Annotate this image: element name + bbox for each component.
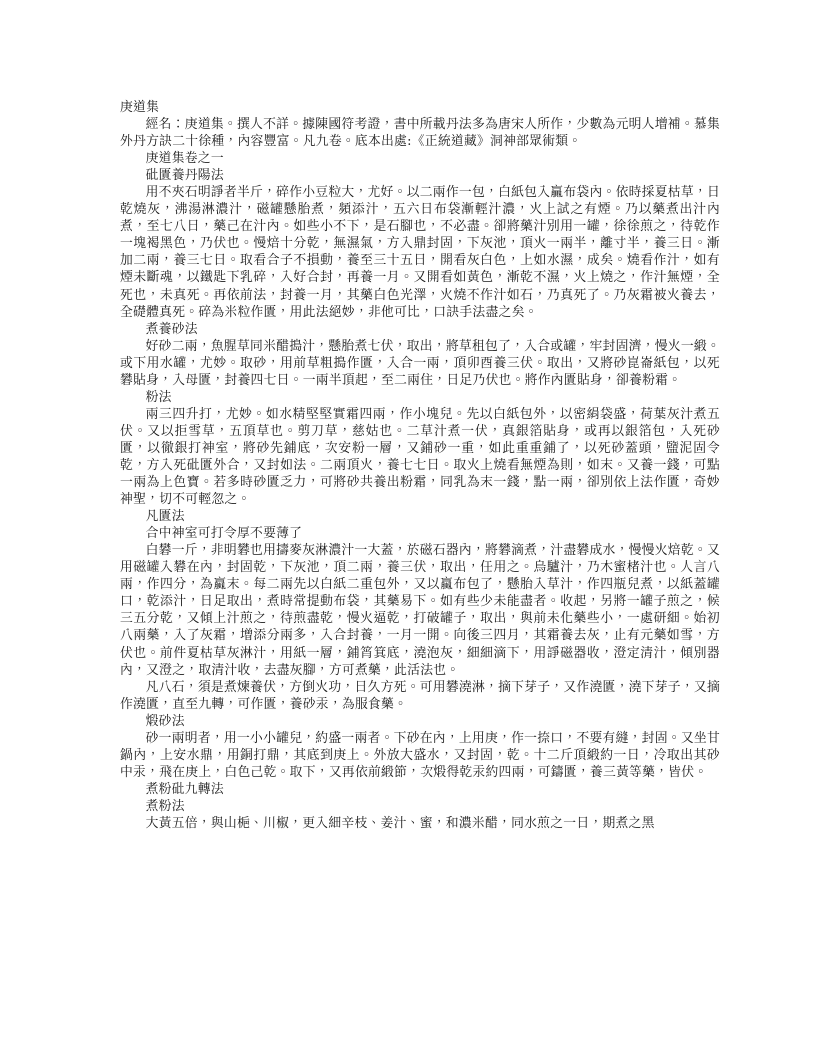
section-heading-zhu-fen-pi-jiu-zhuan-fa: 煮粉砒九轉法 — [145, 781, 224, 797]
section-heading-duan-sha-fa: 煅砂法 — [145, 713, 185, 729]
section-heading-pi-kui-yang-dan-yang-fa: 砒匱養丹陽法 — [145, 168, 224, 184]
paragraph-zhu-fen-fa: 大黃五倍，與山梔、川椒，更入細辛枝、姜汁、蜜，和濃米醋，同水煎之一日，期煮之黑 — [145, 815, 655, 831]
section-heading-zhu-fen-fa: 煮粉法 — [145, 798, 185, 814]
paragraph-fen-fa: 兩三四升打，尤妙。如水精堅堅實霜四兩，作小塊兒。先以白紙包外，以密絹袋盛，荷葉灰汁煮五伏。又以拒雪草，五頂草也。剪刀草，慈姑也。二草汁煮一伏，真銀箔貼身，或再以銀箔包，入死砂匱，以徹銀打神室，將砂先鋪底，次安粉一層，又鋪砂一重，如此重重鋪了，以死砂蓋頭，盬泥固令乾，方入死砒匱外合，又封如法。二兩頂火，養七七日。取火上燒看無煙為則，如末。又養一錢，可點一兩為上色寶。若多時砂匱乏力，可將砂共養出粉霜，同乳為末一錢，點一兩，卻別依上法作匱，奇妙神聖，切不可輕忽之。 — [120, 406, 720, 508]
paragraph-fan-ba-shi: 凡八石，須是煮煉養伏，方倒火功，日久方死。可用礬澆淋，摘下芽子，又作澆匱，澆下芽子，又摘作澆匱，直至九轉，可作匱，養砂汞，為服食藥。 — [120, 679, 720, 712]
paragraph-duan-sha-fa: 砂一兩明者，用一小小罐兒，約盛一兩者。下砂在內，上用庚，作一捺口，不要有縫，封固。又坐甘鍋內，上安水鼎，用銅打鼎，其底到庚上。外放大盛水，又封固，乾。十二斤頂緞約一日，冷取出其砂中汞，飛在庚上，白色己乾。取下，又再依前緞節，次煅得乾汞約四兩，可鑄匱，養三黃等藥，皆伏。 — [120, 730, 720, 780]
section-heading-zhu-yang-sha-fa: 煮養砂法 — [145, 321, 198, 337]
paragraph-zhu-yang-sha-fa: 好砂二兩，魚腥草同米醋搗汁，懸胎煮七伏，取出，將草租包了，入合或罐，牢封固濟，慢火一緞。或下用水罐，尤妙。取砂，用前草粗搗作匱，入合一兩，頂卯酉養三伏。取出，又將砂崑崙紙包，以死礬貼身，入母匱，封養四七日。一兩半頂起，至二兩住，日足乃伏也。將作內匱貼身，卻養粉霜。 — [120, 338, 720, 388]
section-heading-fen-fa: 粉法 — [145, 389, 172, 405]
volume-heading: 庚道集卷之一 — [145, 151, 224, 167]
section-heading-fan-kui-fa: 凡匱法 — [145, 509, 185, 525]
paragraph-pi-kui-yang-dan-yang-fa: 用不夾石明諍者半斤，碎作小豆粒大，尤好。以二兩作一包，白紙包入贏布袋內。依時採夏枯草，日乾燒灰，沸湯淋濃汁，磁罐懸胎煮，頻添汁，五六日布袋漸輕汁濃，火上試之有煙。乃以藥煮出汁內煮，至七八日，藥己在汁內。如些小不下，是石腳也，不必盡。卻將藥汁別用一罐，徐徐煎之，待乾作一塊褐黑色，乃伏也。慢焙十分乾，無濕氣，方入鼎封固，下灰池，頂火一兩半，離寸半，養三日。漸加二兩，養三七日。取看合子不損動，養至三十五日，開看灰白色，上如水濕，成矣。燒看作汁，如有煙未斷魂，以鐵匙下乳碎，入好合封，再養一月。又開看如黃色，漸乾不濕，火上燒之，作汁無煙，全死也，未真死。再依前法，封養一月，其藥白色光澤，火燒不作汁如石，乃真死了。乃灰霜被火養去，全礎體真死。碎為米粒作匱，用此法絕妙，非他可比，口訣手法盡之矣。 — [120, 185, 720, 320]
document-text-block — [120, 99, 720, 832]
note-shen-shi: 合中神室可打令厚不要薄了 — [145, 526, 303, 542]
colophon-paragraph: 經名：庚道集。撰人不詳。據陳國符考證，書中所載丹法多為唐宋人所作，少數為元明人增補。慕集外丹方訣二十徐種，內容豐富。凡九卷。底本出處:《正統道藏》洞神部眾術類。 — [120, 117, 720, 150]
document-title: 庚道集 — [120, 100, 160, 115]
paragraph-fan-kui-fa: 白礬一斤，非明礬也用擣麥灰淋濃汁一大蓋，於磁石器內，將礬滴煮，汁盡礬成水，慢慢火焙乾。又用磁罐入礬在內，封固乾，下灰池，頂二兩，養三伏，取出，任用之。烏驢汁，乃木蜜楮汁也。人言八兩，作四分，為蠃末。每二兩先以白紙二重包外，又以蠃布包了，懸胎入草汁，作四瓶兒煮，以紙蓋罐口，乾添汁，日足取出，煮時常提動布袋，其藥易下。如有些少未能盡者。收起，另將一罐子煎之，候三五分乾，又傾上汁煎之，待煎盡乾，慢火逼乾，打破罐子，取出，與前未化藥些小，一處研細。始初八兩藥，入了灰霜，增添分兩多，入合封養，一月一開。向後三四月，其霜養去灰，止有元藥如雪，方伏也。前件夏枯草灰淋汁，用紙一層，鋪筲箕底，澆泡灰，細細滴下，用諍磁器收，澄定清汁，傾別器內，又澄之，取清汁收，去盡灰腳，方可煮藥，此活法也。 — [120, 543, 720, 678]
